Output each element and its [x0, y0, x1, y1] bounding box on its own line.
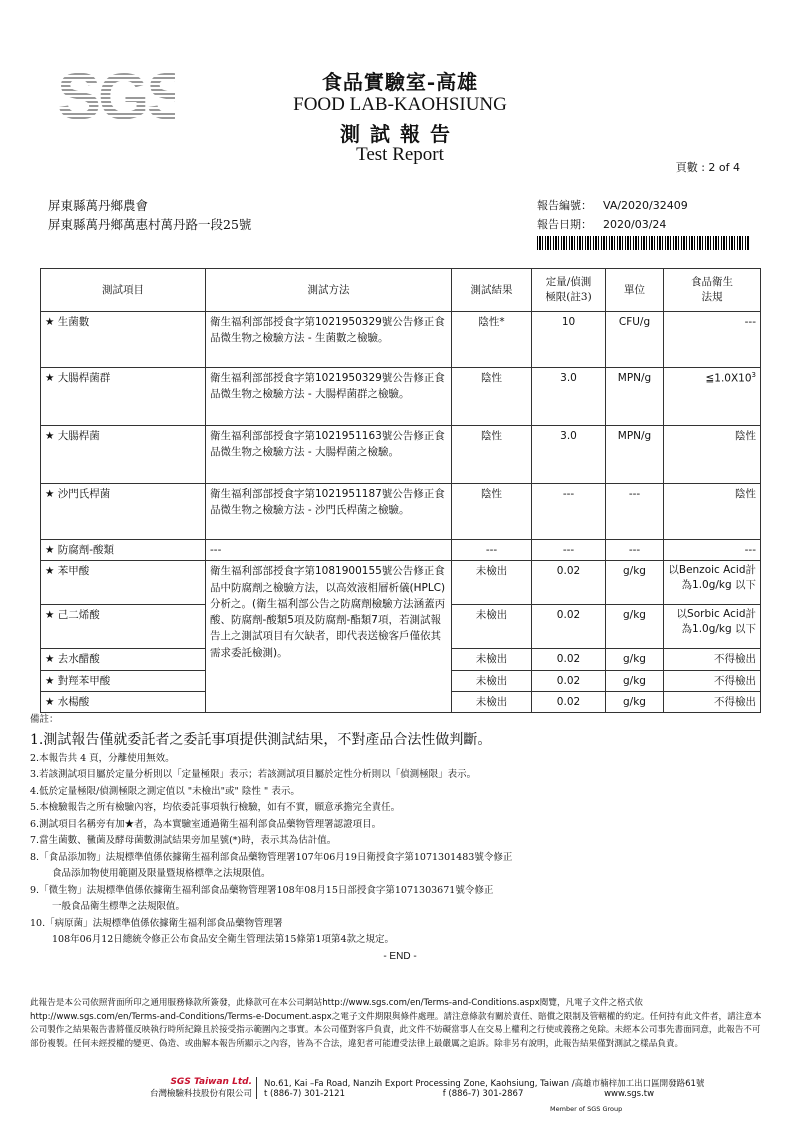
- disclaimer: [30, 997, 766, 1051]
- row-limit: ---: [532, 484, 606, 540]
- footer: [30, 1073, 770, 1123]
- row-limit: 0.02: [532, 605, 606, 649]
- note-item: 8.「食品添加物」法規標準值係依據衛生福利部食品藥物管理署107年06月19日衛授食字第1071301483號令修正: [30, 851, 513, 863]
- client-address: 屏東縣萬丹鄉萬惠村萬丹路一段25號: [48, 217, 252, 232]
- footer-web[interactable]: www.sgs.tw: [604, 1089, 655, 1099]
- sgs-logo: [55, 63, 175, 125]
- table-row: [41, 561, 761, 605]
- note-item: 9.「微生物」法規標準值係依據衛生福利部食品藥物管理署108年08月15日部授食字第1071303671號令修正: [30, 884, 494, 896]
- row-regulation: [664, 368, 761, 426]
- row-unit: MPN/g: [606, 368, 664, 426]
- row-limit: 0.02: [532, 670, 606, 691]
- note-item: 3.若該測試項目屬於定量分析則以「定量極限」表示；若該測試項目屬於定性分析則以「偵測極限」表示。: [30, 769, 477, 780]
- row-item: ★ 沙門氏桿菌: [41, 484, 206, 540]
- row-limit: 0.02: [532, 561, 606, 605]
- notes-section: [30, 712, 770, 965]
- header-result: 測試結果: [452, 269, 532, 312]
- row-unit: g/kg: [606, 670, 664, 691]
- row-regulation: 陰性: [664, 426, 761, 484]
- company-name-en: SGS Taiwan Ltd.: [170, 1077, 252, 1087]
- row-method: 衛生福利部部授食字第1021950329號公告修正食品微生物之檢驗方法 - 生菌數之檢驗。: [206, 312, 452, 368]
- row-unit: CFU/g: [606, 312, 664, 368]
- row-regulation: 以Sorbic Acid計為1.0g/kg 以下: [664, 605, 761, 649]
- regulation-exponent: 3: [751, 371, 756, 379]
- row-unit: g/kg: [606, 649, 664, 670]
- row-item: ★ 生菌數: [41, 312, 206, 368]
- header-regulation: 食品衛生 法規: [664, 269, 761, 312]
- row-regulation: 以Benzoic Acid計為1.0g/kg 以下: [664, 561, 761, 605]
- note-item: 6.測試項目名稱旁有加★者，為本實驗室通過衛生福利部食品藥物管理署認證項目。: [30, 818, 382, 830]
- row-limit: ---: [532, 540, 606, 561]
- row-regulation: ---: [664, 312, 761, 368]
- row-method: 衛生福利部部授食字第1021951163號公告修正食品微生物之檢驗方法 - 大腸桿菌之檢驗。: [206, 426, 452, 484]
- row-item: ★ 大腸桿菌: [41, 426, 206, 484]
- table-row: [41, 426, 761, 484]
- disclaimer-text: 此報告是本公司依照背面所印之通用服務條款所簽發，此條款可在本公司網站: [30, 998, 323, 1008]
- row-regulation: 不得檢出: [664, 691, 761, 712]
- row-regulation: 不得檢出: [664, 649, 761, 670]
- row-limit: 0.02: [532, 649, 606, 670]
- note-item: 10.「病原菌」法規標準值係依據衛生福利部食品藥物管理署: [30, 917, 283, 929]
- lab-name-cn: 食品實驗室-高雄: [321, 70, 479, 94]
- note-item: 7.當生菌數、黴菌及酵母菌數測試結果旁加星號(*)時，表示其為估計值。: [30, 835, 337, 846]
- row-unit: MPN/g: [606, 426, 664, 484]
- row-regulation: ---: [664, 540, 761, 561]
- row-item: ★ 己二烯酸: [41, 605, 206, 649]
- footer-address: No.61, Kai –Fa Road, Nanzih Export Processing Zone, Kaohsiung, Taiwan /高雄市楠梓加工出口區開發路61號: [264, 1079, 705, 1089]
- note-item: 5.本檢驗報告之所有檢驗內容，均依委託事項執行檢驗，如有不實，願意承擔完全責任。: [30, 802, 401, 813]
- report-date-label: 報告日期：: [537, 218, 592, 231]
- row-item: ★ 防腐劑-酸類: [41, 540, 206, 561]
- row-unit: g/kg: [606, 691, 664, 712]
- table-row: [41, 312, 761, 368]
- row-limit: 10: [532, 312, 606, 368]
- row-result: 未檢出: [452, 649, 532, 670]
- table-row: [41, 484, 761, 540]
- row-method: 衛生福利部部授食字第1021951187號公告修正食品微生物之檢驗方法 - 沙門氏桿菌之檢驗。: [206, 484, 452, 540]
- row-item: ★ 苯甲酸: [41, 561, 206, 605]
- row-unit: g/kg: [606, 605, 664, 649]
- end-marker: - END -: [383, 950, 417, 962]
- report-number: [537, 197, 688, 213]
- row-result: 陰性*: [452, 312, 532, 368]
- report-number-label: 報告編號：: [537, 199, 592, 212]
- client-name: 屏東縣萬丹鄉農會: [48, 198, 149, 213]
- footer-member: Member of SGS Group: [550, 1105, 623, 1113]
- preservative-method: 衛生福利部部授食字第1081900155號公告修正食品中防腐劑之檢驗方法，以高效液相層析儀(HPLC)分析之。(衛生福利部公告之防腐劑檢驗方法涵蓋丙酸、防腐劑-酸類5項及防腐劑-酯類7項，若測試報告上之測試項目有欠缺者，即代表送檢客戶僅依其需求委託檢測)。: [206, 561, 452, 713]
- disclaimer-text: 之電子文件期限與條件處理。請注意條款有關於責任、賠償之限制及管轄權的約定。任何持有此文件者，請注意本公司製作之結果報告書將僅反映執行時所紀錄且於接受指示範圍內之事實。本公司僅對客戶負責，此文件不妨礙當事人在交易上權利之行使或義務之免除。未經本公司事先書面同意，此報告不可部份複製。任何未經授權的變更、偽造、或曲解本報告所顯示之內容，皆為不合法，違犯者可能遭受法律上最嚴厲之追訴。除非另有說明，此報告結果僅對測試之樣品負責。: [30, 1011, 762, 1049]
- row-item: ★ 大腸桿菌群: [41, 368, 206, 426]
- terms-link[interactable]: http://www.sgs.com/en/Terms-and-Conditions.aspx: [322, 998, 540, 1008]
- row-unit: ---: [606, 484, 664, 540]
- row-item: ★ 去水醋酸: [41, 649, 206, 670]
- note-item: 一般食品衛生標準之法規限值。: [52, 901, 186, 912]
- disclaimer-text: 閱覽，凡電子文件之格式依: [539, 998, 643, 1008]
- results-table: [40, 268, 761, 713]
- header-unit: 單位: [606, 269, 664, 312]
- footer-divider: [256, 1077, 257, 1099]
- page-number: 頁數 : 2 of 4: [675, 161, 740, 174]
- note-item: 108年06月12日總統令修正公布食品安全衛生管理法第15條第1項第4款之規定。: [52, 934, 394, 945]
- row-item: ★ 水楊酸: [41, 691, 206, 712]
- e-document-terms-link[interactable]: http://www.sgs.com/en/Terms-and-Conditions/Terms-e-Document.aspx: [30, 1011, 332, 1022]
- table-row: [41, 368, 761, 426]
- report-title-en: Test Report: [356, 144, 444, 165]
- report-title-cn: 測試報告: [340, 122, 460, 146]
- row-limit: 3.0: [532, 426, 606, 484]
- header-limit: 定量/偵測 極限(註3): [532, 269, 606, 312]
- row-result: 未檢出: [452, 605, 532, 649]
- note-item: 2.本報告共 4 頁，分離使用無效。: [30, 752, 175, 764]
- regulation-value: ≦1.0X10: [705, 372, 752, 385]
- row-result: 未檢出: [452, 670, 532, 691]
- note-item: 食品添加物使用範圍及限量暨規格標準之法規限值。: [52, 868, 271, 879]
- row-regulation: 陰性: [664, 484, 761, 540]
- note-item: 4.低於定量極限/偵測極限之測定值以 "未檢出"或" 陰性 " 表示。: [30, 785, 300, 797]
- barcode: [537, 236, 749, 250]
- row-result: 未檢出: [452, 561, 532, 605]
- row-unit: g/kg: [606, 561, 664, 605]
- notes-label: 備註：: [30, 714, 59, 725]
- table-header-row: [41, 269, 761, 312]
- row-result: 陰性: [452, 484, 532, 540]
- row-limit: 0.02: [532, 691, 606, 712]
- row-unit: ---: [606, 540, 664, 561]
- header-item: 測試項目: [41, 269, 206, 312]
- row-regulation: 不得檢出: [664, 670, 761, 691]
- lab-name-en: FOOD LAB-KAOHSIUNG: [293, 94, 507, 115]
- footer-company: [102, 1077, 252, 1099]
- row-method: ---: [206, 540, 452, 561]
- footer-contact: [264, 1077, 764, 1099]
- row-item: ★ 對羥苯甲酸: [41, 670, 206, 691]
- row-result: 陰性: [452, 426, 532, 484]
- row-method: 衛生福利部部授食字第1021950329號公告修正食品微生物之檢驗方法 - 大腸桿菌群之檢驗。: [206, 368, 452, 426]
- note-item: 1.測試報告僅就委託者之委託事項提供測試結果，不對產品合法性做判斷。: [30, 731, 492, 748]
- header-method: 測試方法: [206, 269, 452, 312]
- company-name-cn: 台灣檢驗科技股份有限公司: [149, 1089, 252, 1099]
- row-result: ---: [452, 540, 532, 561]
- report-date: [537, 216, 666, 232]
- footer-fax: f (886-7) 301-2867: [442, 1089, 524, 1099]
- row-limit: 3.0: [532, 368, 606, 426]
- table-row-preservative-group: [41, 540, 761, 561]
- report-number-value: VA/2020/32409: [603, 199, 688, 212]
- footer-phones: [264, 1089, 764, 1099]
- row-result: 陰性: [452, 368, 532, 426]
- row-result: 未檢出: [452, 691, 532, 712]
- report-date-value: 2020/03/24: [603, 218, 667, 231]
- footer-tel: t (886-7) 301-2121: [264, 1089, 345, 1099]
